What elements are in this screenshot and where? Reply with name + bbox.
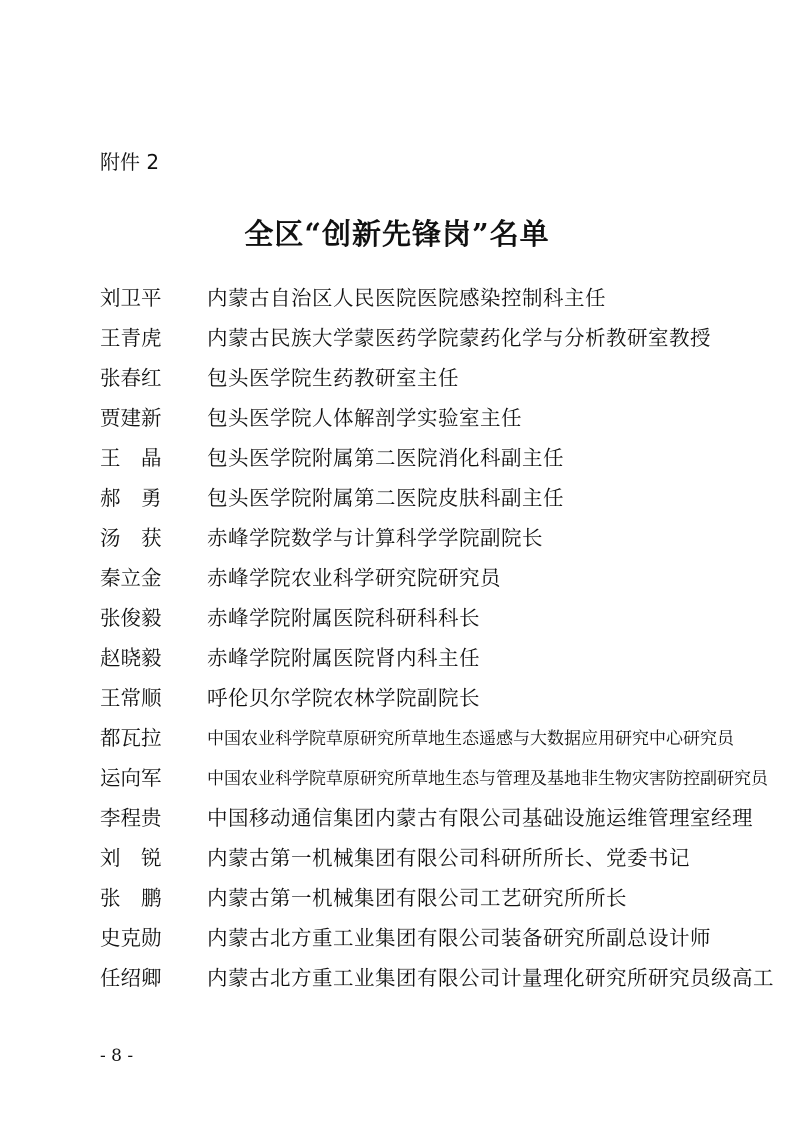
person-position: 内蒙古北方重工业集团有限公司装备研究所副总设计师	[207, 926, 711, 950]
person-name: 王青虎	[100, 326, 162, 350]
list-item	[100, 436, 720, 476]
list-item	[100, 916, 720, 956]
list-item	[100, 676, 720, 716]
list-item	[100, 476, 720, 516]
page-title: 全区“创新先锋岗”名单	[244, 217, 550, 251]
name-list	[100, 276, 774, 996]
list-item	[100, 836, 720, 876]
person-name: 王常顺	[100, 686, 162, 710]
attachment-label: 附件 2	[100, 150, 160, 174]
list-item	[100, 396, 720, 436]
person-position: 包头医学院附属第二医院消化科副主任	[207, 446, 564, 470]
list-item	[100, 716, 734, 756]
person-position: 赤峰学院附属医院肾内科主任	[207, 646, 480, 670]
person-name: 都瓦拉	[100, 726, 162, 750]
person-position: 包头医学院生药教研室主任	[207, 366, 459, 390]
list-item	[100, 956, 774, 996]
person-name: 李程贵	[100, 806, 162, 830]
person-name: 运向军	[100, 766, 162, 790]
person-position: 赤峰学院数学与计算科学学院副院长	[207, 526, 543, 550]
person-position: 中国农业科学院草原研究所草地生态与管理及基地非生物灾害防控副研究员	[207, 768, 768, 789]
person-position: 内蒙古自治区人民医院医院感染控制科主任	[207, 286, 606, 310]
list-item	[100, 356, 720, 396]
person-name: 张 鹏	[100, 886, 162, 910]
person-name: 赵晓毅	[100, 646, 162, 670]
person-position: 内蒙古北方重工业集团有限公司计量理化研究所研究员级高工	[207, 966, 774, 990]
person-position: 中国农业科学院草原研究所草地生态遥感与大数据应用研究中心研究员	[207, 728, 734, 749]
list-item	[100, 516, 720, 556]
person-position: 中国移动通信集团内蒙古有限公司基础设施运维管理室经理	[207, 806, 753, 830]
list-item	[100, 596, 720, 636]
list-item	[100, 316, 720, 356]
person-position: 呼伦贝尔学院农林学院副院长	[207, 686, 480, 710]
list-item	[100, 636, 720, 676]
person-position: 包头医学院附属第二医院皮肤科副主任	[207, 486, 564, 510]
page-number: - 8 -	[100, 1046, 134, 1066]
person-name: 张俊毅	[100, 606, 162, 630]
person-name: 贾建新	[100, 406, 162, 430]
list-item	[100, 556, 720, 596]
person-name: 史克勋	[100, 926, 162, 950]
person-name: 刘 锐	[100, 846, 162, 870]
person-position: 赤峰学院附属医院科研科科长	[207, 606, 480, 630]
person-name: 任绍卿	[100, 966, 162, 990]
person-position: 内蒙古第一机械集团有限公司科研所所长、党委书记	[207, 846, 690, 870]
person-name: 刘卫平	[100, 286, 162, 310]
list-item	[100, 276, 720, 316]
list-item	[100, 876, 720, 916]
person-name: 汤 获	[100, 526, 162, 550]
person-name: 郝 勇	[100, 486, 162, 510]
list-item	[100, 796, 753, 836]
person-position: 内蒙古民族大学蒙医药学院蒙药化学与分析教研室教授	[207, 326, 711, 350]
person-name: 张春红	[100, 366, 162, 390]
person-position: 赤峰学院农业科学研究院研究员	[207, 566, 501, 590]
person-position: 内蒙古第一机械集团有限公司工艺研究所所长	[207, 886, 627, 910]
person-name: 秦立金	[100, 566, 162, 590]
person-position: 包头医学院人体解剖学实验室主任	[207, 406, 522, 430]
person-name: 王 晶	[100, 446, 162, 470]
list-item	[100, 756, 768, 796]
